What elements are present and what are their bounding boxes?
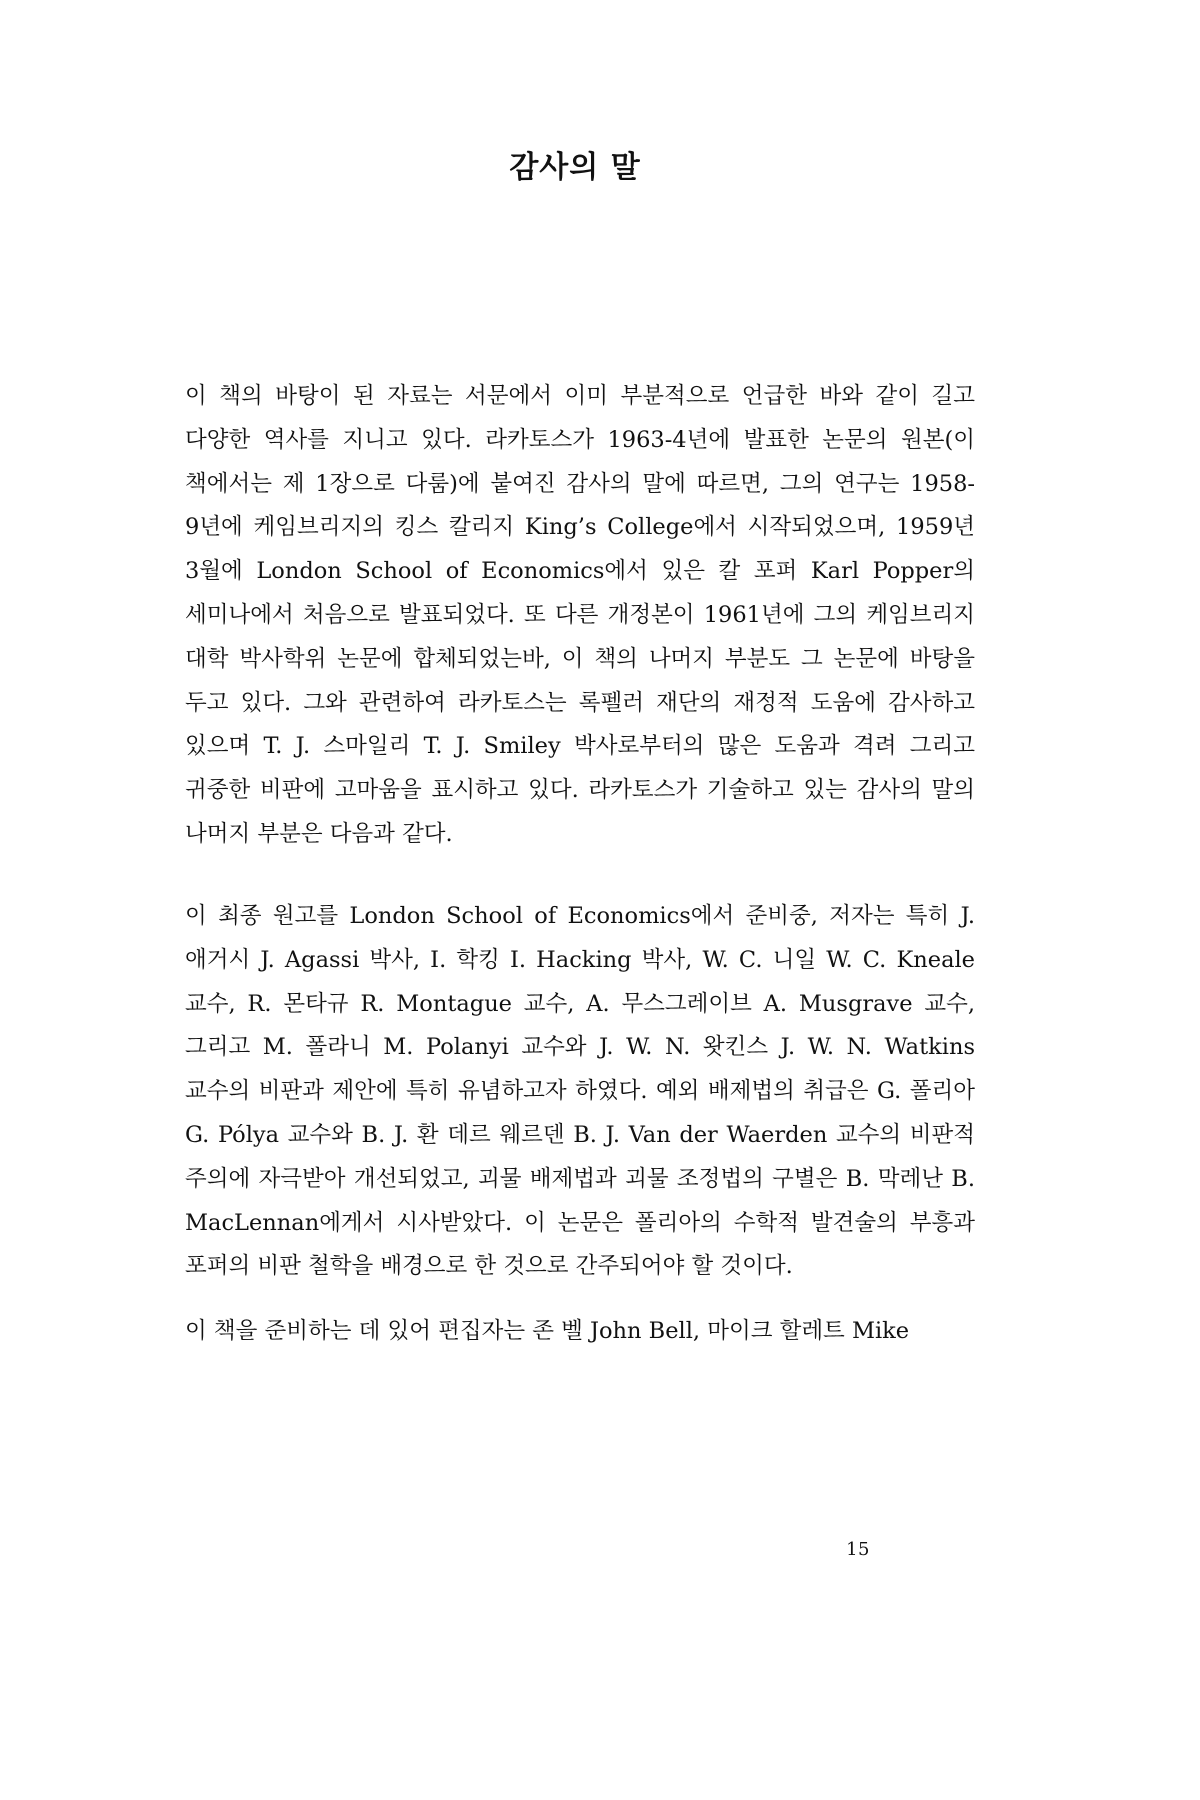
page-title: 감사의 말 [509,150,641,186]
body-paragraph-2: 이 책을 준비하는 데 있어 편집자는 존 벨 John Bell, 마이크 할레트 Mike [185,1318,910,1344]
book-page [70,70,1080,1670]
page-number: 15 [846,1539,870,1560]
quoted-paragraph: 이 최종 원고를 London School of Economics에서 준비중, 저자는 특히 J. 애거시 J. Agassi 박사, I. 학킹 I. Hacking 박사, W. C. 니일 W. C. Kneale 교수, R. 몬타규 R. Montague 교수, A. 무스그레이브 A. Musgrave 교수, 그리고 M. 폴라니 M. Polanyi 교수와 J. W. N. 왓킨스 J. W. N. Watkins 교수의 비판과 제안에 특히 유념하고자 하였다. 예외 배제법의 취급은 G. 폴리아 G. Pólya 교수와 B. J. 환 데르 웨르덴 B. J. Van der Waerden 교수의 비판적 주의에 자극받아 개선되었고, 괴물 배제법과 괴물 조정법의 구별은 B. 막레난 B. MacLennan에게서 시사받았다. 이 논문은 폴리아의 수학적 발견술의 부흥과 포퍼의 비판 철학을 배경으로 한 것으로 간주되어야 할 것이다. [185,903,975,1280]
body-paragraph-1: 이 책의 바탕이 된 자료는 서문에서 이미 부분적으로 언급한 바와 같이 길고 다양한 역사를 지니고 있다. 라카토스가 1963-4년에 발표한 논문의 원본(이 책에서는 제 1장으로 다룸)에 붙여진 감사의 말에 따르면, 그의 연구는 1958-9년에 케임브리지의 킹스 칼리지 King’s College에서 시작되었으며, 1959년 3월에 London School of Economics에서 있은 칼 포퍼 Karl Popper의 세미나에서 처음으로 발표되었다. 또 다른 개정본이 1961년에 그의 케임브리지 대학 박사학위 논문에 합체되었는바, 이 책의 나머지 부분도 그 논문에 바탕을 두고 있다. 그와 관련하여 라카토스는 록펠러 재단의 재정적 도움에 감사하고 있으며 T. J. 스마일리 T. J. Smiley 박사로부터의 많은 도움과 격려 그리고 귀중한 비판에 고마움을 표시하고 있다. 라카토스가 기술하고 있는 감사의 말의 나머지 부분은 다음과 같다. [185,383,975,847]
